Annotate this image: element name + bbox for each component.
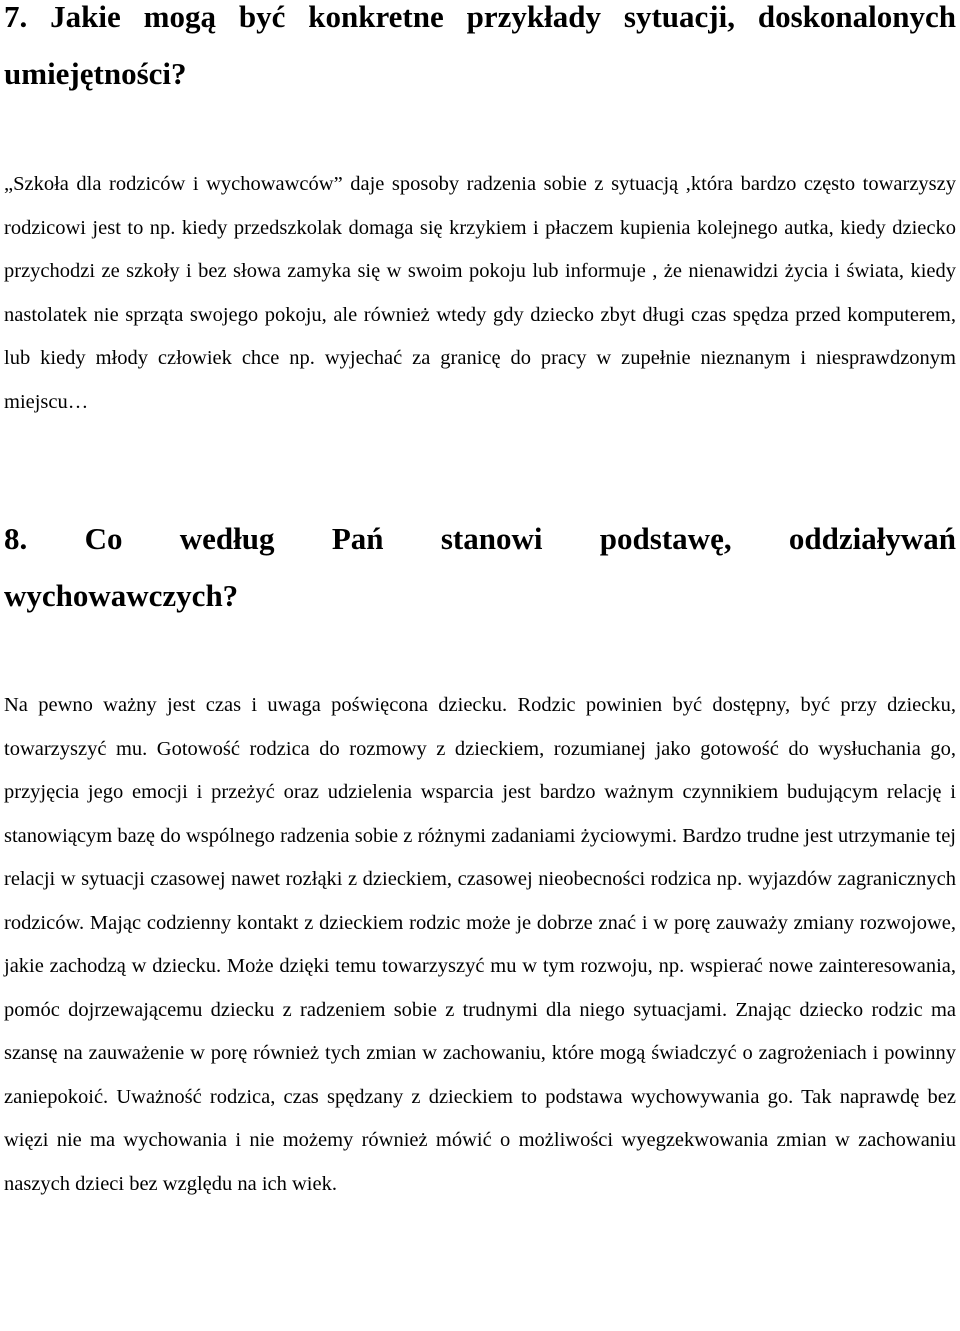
section-8-paragraph: Na pewno ważny jest czas i uwaga poświęcona dziecku. Rodzic powinien być dostępny, być przy dziecku, towarzyszyć mu. Gotowość rodzica do rozmowy z dzieckiem, rozumianej jako gotowość do wysłuchania go, przyjęcia jego emocji i przeżyć oraz udzielenia wsparcia jest bardzo ważnym czynnikiem budującym relację i stanowiącym bazę do wspólnego radzenia sobie z różnymi zadaniami życiowymi. Bardzo trudne jest utrzymanie tej relacji w sytuacji czasowej nawet rozłąki z dzieckiem, czasowej nieobecności rodzica np. wyjazdów zagranicznych rodziców. Mając codzienny kontakt z dzieckiem rodzic może je dobrze znać i w porę zauważy zmiany rozwojowe, jakie zachodzą w dziecku. Może dzięki temu towarzyszyć mu w tym rozwoju, np. wspierać nowe zainteresowania, pomóc dojrzewającemu dziecku z radzeniem sobie z trudnymi dla niego sytuacjami. Znając dziecko rodzic ma szansę na zauważenie w porę również tych zmian w zachowaniu, które mogą świadczyć o zagrożeniach i powinny zaniepokoić. Uważność rodzica, czas spędzany z dzieckiem to podstawa wychowywania go. Tak naprawdę bez więzi nie ma wychowania i nie możemy również mówić o możliwości wyegzekwowania zmian w zachowaniu naszych dzieci bez względu na ich wiek. [4, 694, 956, 1195]
section-8-heading: 8. Co według Pań stanowi podstawę, oddziaływań wychowawczych? [4, 521, 956, 613]
section-7-paragraph: „Szkoła dla rodziców i wychowawców” daje sposoby radzenia sobie z sytuacją ,która bardzo często towarzyszy rodzicowi jest to np. kiedy przedszkolak domaga się krzykiem i płaczem kupienia kolejnego autka, kiedy dziecko przychodzi ze szkoły i bez słowa zamyka się w swoim pokoju lub informuje , że nienawidzi życia i świata, kiedy nastolatek nie sprząta swojego pokoju, ale również wtedy gdy dziecko zbyt długi czas spędza przed komputerem, lub kiedy młody człowiek chce np. wyjechać za granicę do pracy w zupełnie nieznanym i niesprawdzonym miejscu… [4, 173, 956, 413]
section-7-heading: 7. Jakie mogą być konkretne przykłady sytuacji, doskonalonych umiejętności? [4, 0, 956, 91]
